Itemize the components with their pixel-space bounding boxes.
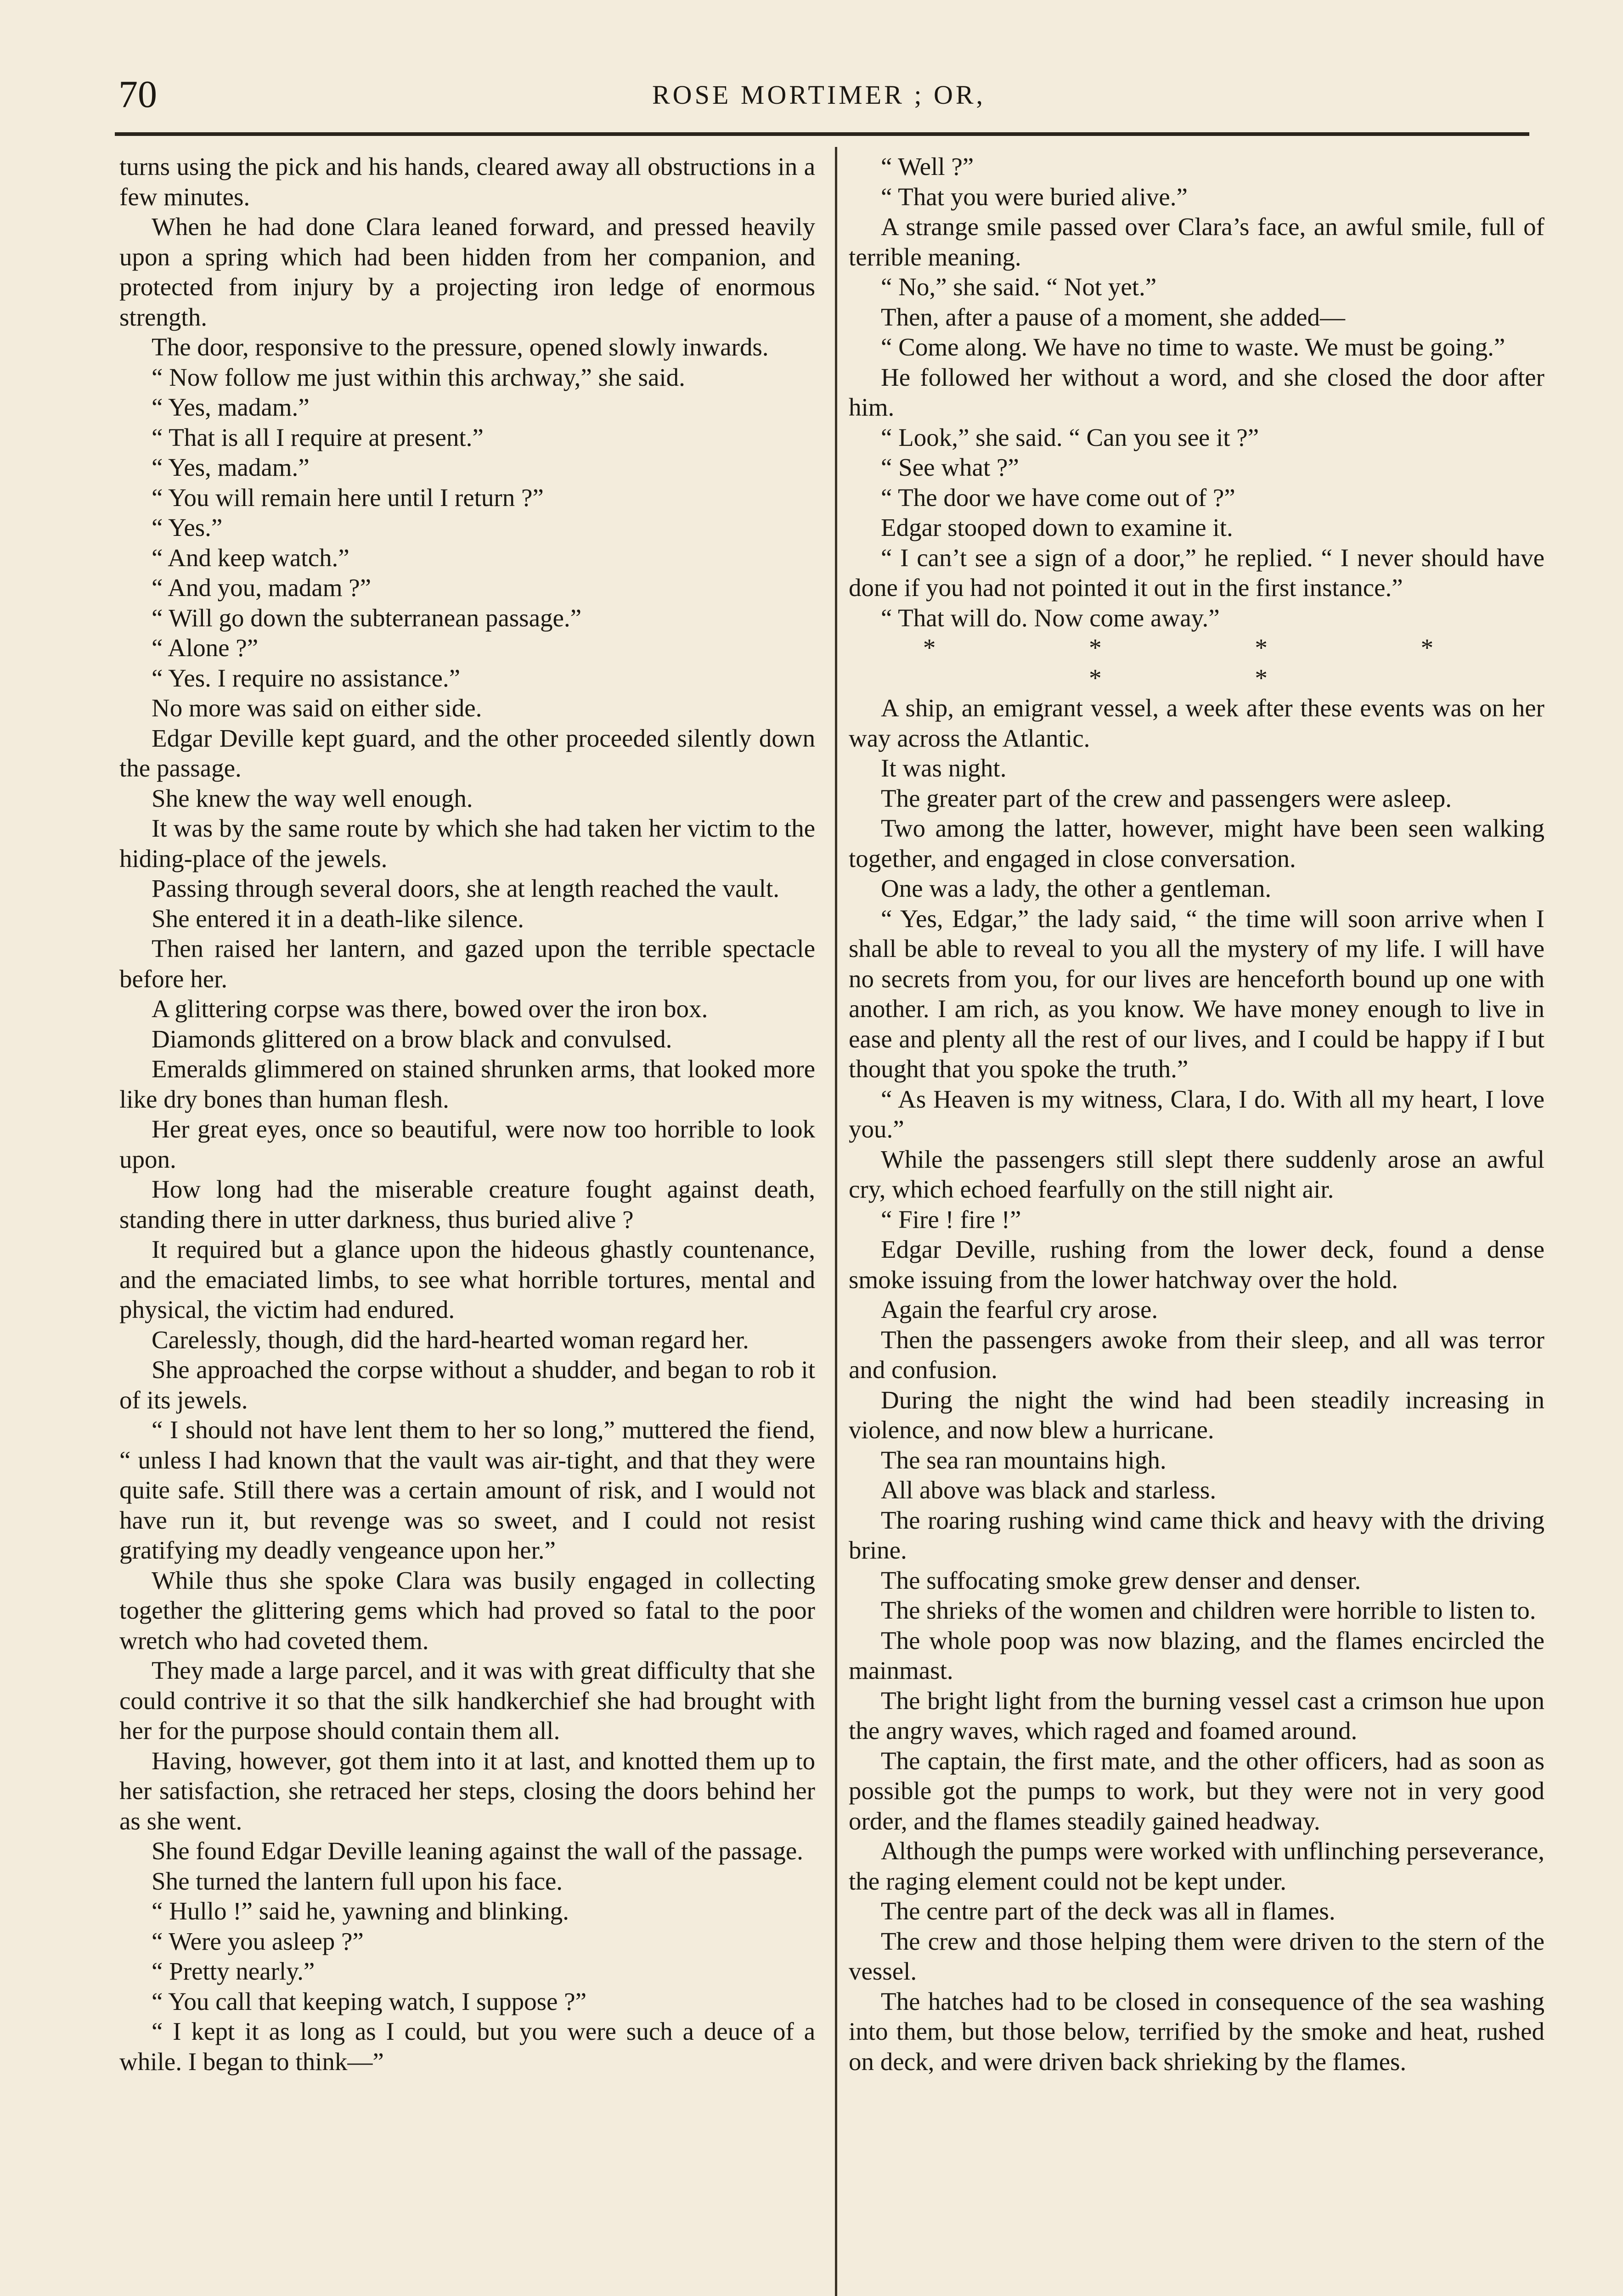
paragraph: “ See what ?” — [881, 453, 1019, 481]
paragraph: When he had done Clara leaned forward, and pressed heavily upon a spring which had been hidden from her companion, and protected from injury by a projecting iron ledge of enormous strength. — [119, 213, 815, 331]
paragraph: Passing through several doors, she at length reached the vault. — [152, 874, 779, 902]
paragraph: “ That you were buried alive.” — [881, 182, 1188, 211]
paragraph: Then raised her lantern, and gazed upon the terrible spectacle before her. — [119, 934, 815, 993]
paragraph: “ I kept it as long as I could, but you were such a deuce of a while. I began to think—” — [119, 2017, 815, 2076]
paragraph: “ And keep watch.” — [152, 543, 349, 572]
paragraph: “ Yes, madam.” — [152, 453, 310, 481]
paragraph: “ You will remain here until I return ?” — [152, 483, 544, 512]
paragraph: The whole poop was now blazing, and the flames encircled the mainmast. — [849, 1626, 1544, 1684]
paragraph: Diamonds glittered on a brow black and convulsed. — [152, 1024, 672, 1053]
paragraph: “ Look,” she said. “ Can you see it ?” — [881, 423, 1259, 451]
paragraph: turns using the pick and his hands, cleared away all obstructions in a few minutes. — [119, 152, 815, 211]
paragraph: Again the fearful cry arose. — [881, 1295, 1158, 1323]
paragraph: The greater part of the crew and passengers were asleep. — [881, 784, 1452, 812]
paragraph: Edgar Deville, rushing from the lower deck, found a dense smoke issuing from the lower hatchway over the hold. — [849, 1235, 1544, 1294]
section-break: * * * * * * — [923, 634, 1507, 692]
paragraph: A ship, an emigrant vessel, a week after these events was on her way across the Atlantic. — [849, 694, 1544, 752]
paragraph: One was a lady, the other a gentleman. — [881, 874, 1272, 902]
paragraph: No more was said on either side. — [152, 694, 482, 722]
paragraph: “ Fire ! fire !” — [881, 1205, 1021, 1233]
paragraph: Then the passengers awoke from their sleep, and all was terror and confusion. — [849, 1325, 1544, 1384]
column-divider — [835, 147, 837, 2296]
paragraph: She entered it in a death-like silence. — [152, 904, 524, 933]
paragraph: “ Yes. I require no assistance.” — [152, 664, 461, 692]
paragraph: Edgar stooped down to examine it. — [881, 513, 1233, 541]
paragraph: “ You call that keeping watch, I suppose ?” — [152, 1987, 586, 2015]
paragraph: She knew the way well enough. — [152, 784, 473, 812]
paragraph: The centre part of the deck was all in flames. — [881, 1897, 1336, 1925]
paragraph: All above was black and starless. — [881, 1476, 1217, 1504]
paragraph: “ Pretty nearly.” — [152, 1957, 315, 1985]
paragraph: She found Edgar Deville leaning against the wall of the passage. — [152, 1837, 803, 1865]
header-rule — [115, 132, 1529, 136]
paragraph: Two among the latter, however, might have been seen walking together, and engaged in close conversation. — [849, 814, 1544, 872]
paragraph: The hatches had to be closed in consequence of the sea washing into them, but those below, terrified by the smoke and heat, rushed on deck, and were driven back shrieking by the flames. — [849, 1987, 1544, 2076]
paragraph: The crew and those helping them were driven to the stern of the vessel. — [849, 1927, 1544, 1985]
paragraph: “ Yes, madam.” — [152, 393, 310, 421]
paragraph: “ Yes.” — [152, 513, 223, 541]
paragraph: Emeralds glimmered on stained shrunken arms, that looked more like dry bones than human flesh. — [119, 1055, 815, 1113]
paragraph: Her great eyes, once so beautiful, were now too horrible to look upon. — [119, 1115, 815, 1173]
running-title: ROSE MORTIMER ; OR, — [652, 80, 986, 110]
paragraph: The shrieks of the women and children were horrible to listen to. — [881, 1596, 1536, 1624]
paragraph: Then, after a pause of a moment, she added— — [881, 303, 1346, 331]
paragraph: “ I should not have lent them to her so long,” muttered the fiend, “ unless I had known that the vault was air-tight, and that they were quite safe. Still there was a certain amount of risk, and I would not have run it, but revenge was so sweet, and I could not resist gratifying my deadly vengeance upon her.” — [119, 1416, 815, 1564]
paragraph: She turned the lantern full upon his face. — [152, 1867, 563, 1895]
paragraph: Having, however, got them into it at last, and knotted them up to her satisfaction, she retraced her steps, closing the doors behind her as she went. — [119, 1746, 815, 1835]
paragraph: “ Were you asleep ?” — [152, 1927, 364, 1955]
paragraph: “ Hullo !” said he, yawning and blinking. — [152, 1897, 569, 1925]
paragraph: “ Come along. We have no time to waste. We must be going.” — [881, 333, 1505, 361]
paragraph: How long had the miserable creature fought against death, standing there in utter darkness, thus buried alive ? — [119, 1175, 815, 1233]
paragraph: A strange smile passed over Clara’s face, an awful smile, full of terrible meaning. — [849, 213, 1544, 271]
paragraph: The roaring rushing wind came thick and heavy with the driving brine. — [849, 1506, 1544, 1564]
paragraph: “ The door we have come out of ?” — [881, 483, 1235, 512]
paragraph: “ Yes, Edgar,” the lady said, “ the time will soon arrive when I shall be able to reveal to you all the mystery of my life. I will have no secrets from you, for our lives are henceforth bound up one with another. I am rich, as you know. We have money enough to live in ease and plenty all the rest of our lives, and I could be happy if I but thought that you spoke the truth.” — [849, 904, 1544, 1083]
paragraph: He followed her without a word, and she closed the door after him. — [849, 363, 1544, 421]
paragraph: While the passengers still slept there suddenly arose an awful cry, which echoed fearfully on the still night air. — [849, 1145, 1544, 1203]
paragraph: The suffocating smoke grew denser and denser. — [881, 1566, 1361, 1594]
left-column — [119, 152, 815, 2077]
paragraph: It required but a glance upon the hideous ghastly countenance, and the emaciated limbs, to see what horrible tortures, mental and physical, the victim had endured. — [119, 1235, 815, 1323]
paragraph: “ Well ?” — [881, 152, 974, 180]
paragraph: “ That will do. Now come away.” — [881, 603, 1220, 632]
paragraph: “ Alone ?” — [152, 634, 259, 662]
paragraph: They made a large parcel, and it was with great difficulty that she could contrive it so that the silk handkerchief she had brought with her for the purpose should contain them all. — [119, 1656, 815, 1745]
right-column — [849, 152, 1544, 2077]
paragraph: She approached the corpse without a shudder, and began to rob it of its jewels. — [119, 1356, 815, 1414]
paragraph: The sea ran mountains high. — [881, 1446, 1167, 1474]
paragraph: “ No,” she said. “ Not yet.” — [881, 273, 1157, 301]
paragraph: “ Will go down the subterranean passage.” — [152, 603, 582, 632]
paragraph: “ And you, madam ?” — [152, 574, 372, 602]
page-number: 70 — [118, 73, 157, 116]
paragraph: Edgar Deville kept guard, and the other proceeded silently down the passage. — [119, 724, 815, 782]
paragraph: The captain, the first mate, and the other officers, had as soon as possible got the pumps to work, but they were not in very good order, and the flames steadily gained headway. — [849, 1746, 1544, 1835]
paragraph: It was by the same route by which she had taken her victim to the hiding-place of the jewels. — [119, 814, 815, 872]
paragraph: While thus she spoke Clara was busily engaged in collecting together the glittering gems which had proved so fatal to the poor wretch who had coveted them. — [119, 1566, 815, 1654]
paragraph: A glittering corpse was there, bowed over the iron box. — [152, 995, 708, 1023]
paragraph: The door, responsive to the pressure, opened slowly inwards. — [152, 333, 769, 361]
paragraph: “ I can’t see a sign of a door,” he replied. “ I never should have done if you had not pointed it out in the first instance.” — [849, 543, 1544, 602]
paragraph: During the night the wind had been steadily increasing in violence, and now blew a hurricane. — [849, 1385, 1544, 1444]
paragraph: “ That is all I require at present.” — [152, 423, 484, 451]
paragraph: It was night. — [881, 754, 1007, 782]
paragraph: The bright light from the burning vessel cast a crimson hue upon the angry waves, which raged and foamed around. — [849, 1686, 1544, 1745]
paragraph: Although the pumps were worked with unflinching perseverance, the raging element could not be kept under. — [849, 1837, 1544, 1895]
paragraph: Carelessly, though, did the hard-hearted woman regard her. — [152, 1325, 749, 1354]
paragraph: “ Now follow me just within this archway,” she said. — [152, 363, 685, 391]
paragraph: “ As Heaven is my witness, Clara, I do. With all my heart, I love you.” — [849, 1085, 1544, 1143]
